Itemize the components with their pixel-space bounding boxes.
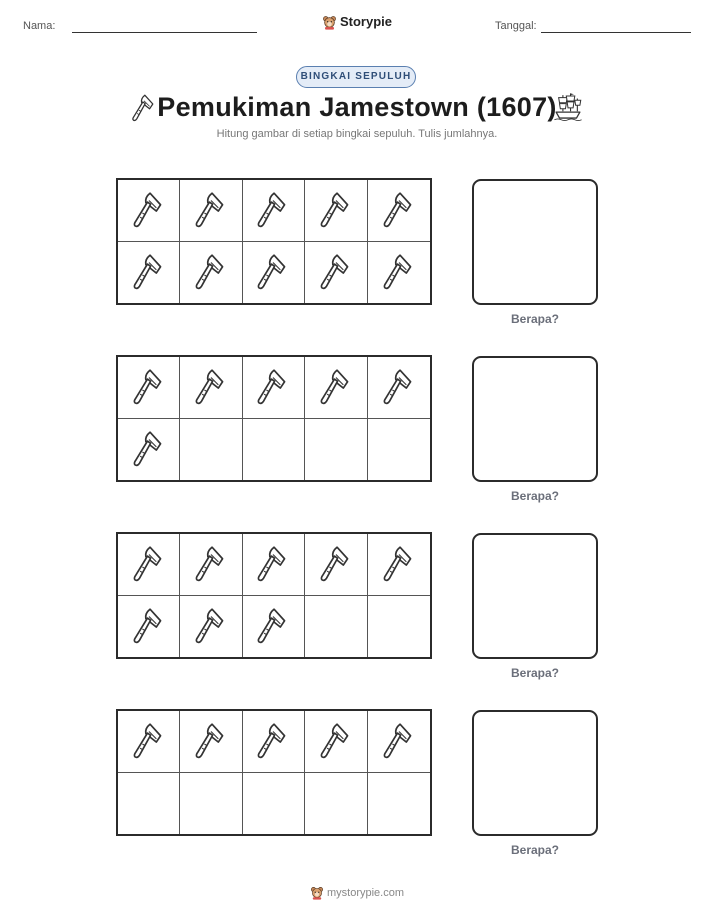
ten-frame: [116, 355, 432, 482]
axe-icon: [252, 189, 294, 231]
brand-name: Storypie: [339, 14, 392, 29]
axe-icon: [128, 428, 170, 470]
ten-frame-cell: [118, 596, 180, 658]
axe-icon: [190, 543, 232, 585]
ten-frame-cell: [305, 180, 367, 242]
axe-icon: [315, 189, 357, 231]
ten-frame-cell: [305, 419, 367, 481]
ten-frame-cell: [368, 242, 430, 304]
ten-frame-cell: [118, 534, 180, 596]
ten-frame-cell: [243, 773, 305, 835]
axe-icon: [315, 251, 357, 293]
answer-box[interactable]: [472, 710, 598, 836]
answer-prompt: Berapa?: [510, 312, 560, 326]
ten-frame-cell: [305, 596, 367, 658]
axe-icon: [252, 251, 294, 293]
axe-icon: [190, 720, 232, 762]
axe-icon: [378, 189, 420, 231]
axe-icon: [128, 189, 170, 231]
worksheet-type-badge: BINGKAI SEPULUH: [296, 66, 416, 88]
ten-frame-cell: [243, 419, 305, 481]
axe-icon: [252, 605, 294, 647]
name-line[interactable]: [72, 32, 257, 33]
name-label: Nama:: [23, 20, 56, 32]
answer-prompt: Berapa?: [510, 843, 560, 857]
date-label: Tanggal:: [495, 20, 537, 32]
axe-icon: [252, 366, 294, 408]
answer-box[interactable]: [472, 356, 598, 482]
bear-mascot-icon: [322, 15, 337, 30]
axe-icon: [128, 605, 170, 647]
ten-frame-cell: [368, 419, 430, 481]
answer-prompt: Berapa?: [510, 666, 560, 680]
ten-frame-cell: [305, 534, 367, 596]
ten-frame: [116, 532, 432, 659]
axe-icon: [252, 720, 294, 762]
answer-box[interactable]: [472, 179, 598, 305]
ten-frame-cell: [368, 596, 430, 658]
ten-frame-cell: [118, 419, 180, 481]
instructions: Hitung gambar di setiap bingkai sepuluh. Tulis jumlahnya.: [216, 128, 498, 140]
ten-frame-cell: [243, 596, 305, 658]
ten-frame-cell: [368, 357, 430, 419]
ten-frame-cell: [243, 357, 305, 419]
answer-box[interactable]: [472, 533, 598, 659]
axe-icon: [190, 366, 232, 408]
ten-frame-cell: [118, 180, 180, 242]
ten-frame-cell: [180, 180, 242, 242]
axe-icon: [128, 366, 170, 408]
ten-frame-cell: [243, 242, 305, 304]
ten-frame-cell: [368, 180, 430, 242]
axe-icon: [190, 189, 232, 231]
ten-frame-cell: [305, 242, 367, 304]
ten-frame-cell: [368, 711, 430, 773]
ten-frame-cell: [243, 711, 305, 773]
axe-icon: [315, 543, 357, 585]
footer: [0, 886, 714, 900]
ten-frame-cell: [180, 596, 242, 658]
date-line[interactable]: [541, 32, 691, 33]
axe-icon: [190, 251, 232, 293]
ten-frame-cell: [305, 773, 367, 835]
brand-logo: [0, 14, 714, 30]
ten-frame-cell: [368, 773, 430, 835]
axe-icon: [378, 543, 420, 585]
ten-frame-cell: [180, 419, 242, 481]
ten-frame-cell: [243, 534, 305, 596]
ten-frame-cell: [305, 357, 367, 419]
axe-icon: [315, 366, 357, 408]
ten-frame-cell: [180, 357, 242, 419]
ten-frame-cell: [305, 711, 367, 773]
axe-icon: [378, 251, 420, 293]
ten-frame: [116, 709, 432, 836]
ten-frame-cell: [118, 242, 180, 304]
ten-frame-cell: [118, 773, 180, 835]
ship-icon: [551, 90, 585, 124]
ten-frame: [116, 178, 432, 305]
axe-icon: [128, 720, 170, 762]
axe-icon: [315, 720, 357, 762]
axe-icon: [128, 543, 170, 585]
axe-icon: [190, 605, 232, 647]
ten-frame-cell: [180, 534, 242, 596]
axe-icon: [378, 366, 420, 408]
ten-frame-cell: [180, 711, 242, 773]
axe-icon: [378, 720, 420, 762]
bear-mascot-icon: [310, 886, 324, 900]
footer-url: mystorypie.com: [326, 886, 405, 899]
ten-frame-cell: [243, 180, 305, 242]
ten-frame-cell: [180, 242, 242, 304]
answer-prompt: Berapa?: [510, 489, 560, 503]
ten-frame-cell: [118, 711, 180, 773]
ten-frame-cell: [368, 534, 430, 596]
ten-frame-cell: [118, 357, 180, 419]
axe-icon: [252, 543, 294, 585]
axe-icon: [128, 251, 170, 293]
ten-frame-cell: [180, 773, 242, 835]
page-title: Pemukiman Jamestown (1607): [157, 92, 557, 122]
